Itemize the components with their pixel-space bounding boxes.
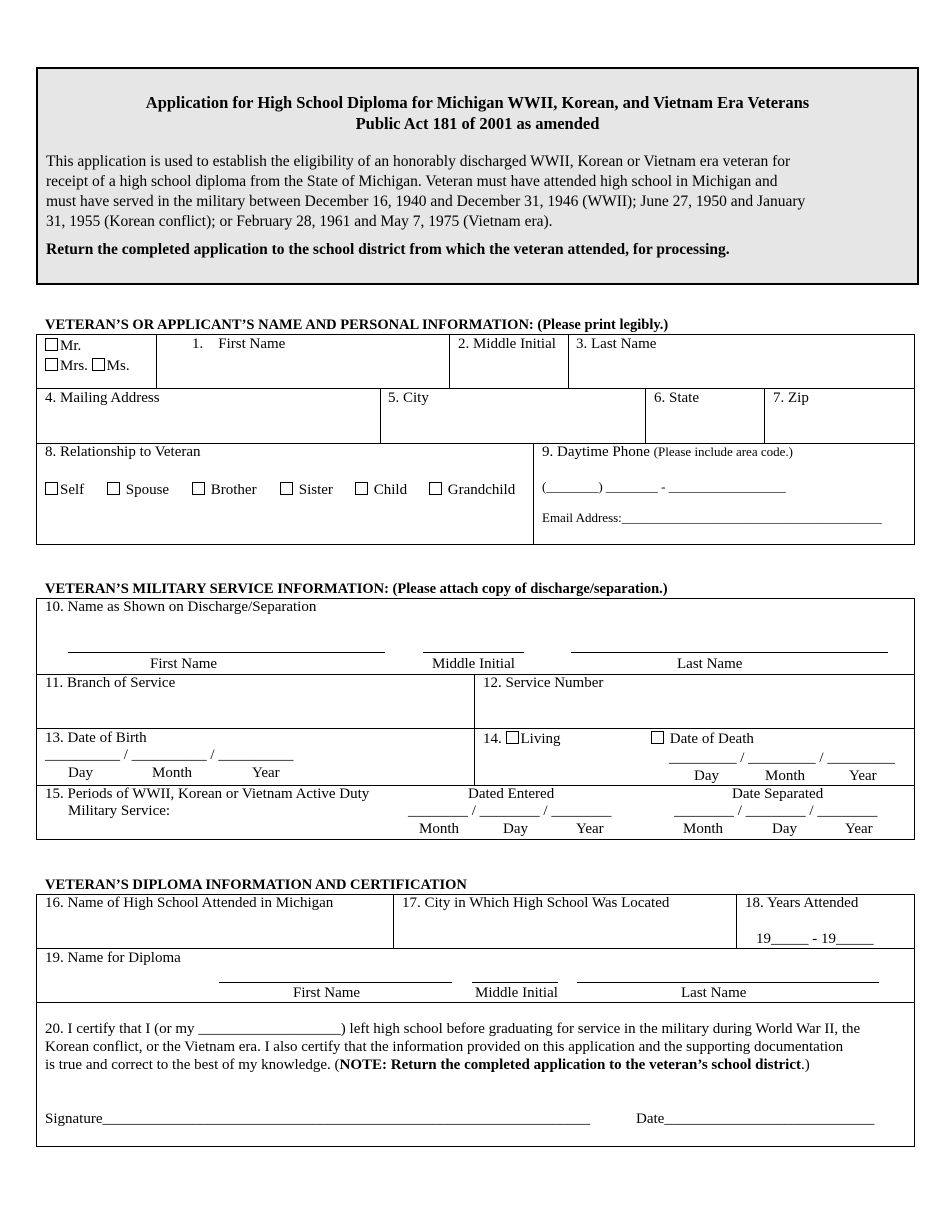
relationship-brother[interactable]: Brother xyxy=(192,482,257,499)
service-number-field[interactable]: 12. Service Number xyxy=(483,675,604,691)
personal-section-title: VETERAN’S OR APPLICANT’S NAME AND PERSONAL INFORMATION: (Please print legibly.) xyxy=(45,317,669,333)
signature-field[interactable]: Signature_________________________________________________________________ xyxy=(45,1111,590,1127)
discharge-name-label: 10. Name as Shown on Discharge/Separation xyxy=(45,599,317,615)
form-subtitle: Public Act 181 of 2001 as amended xyxy=(355,114,600,133)
discharge-last-name-caption: Last Name xyxy=(677,656,743,672)
checkbox-mrs[interactable] xyxy=(45,358,58,371)
date-separated-label: Date Separated xyxy=(732,786,824,802)
living-option[interactable]: 14. Living xyxy=(483,731,561,747)
certification-line1: 20. I certify that I (or my ___________________) left high school before graduating for service in the military during World War II, the xyxy=(45,1021,861,1037)
branch-of-service-field[interactable]: 11. Branch of Service xyxy=(45,675,176,691)
relationship-self[interactable]: Self xyxy=(45,482,84,499)
relationship-child[interactable]: Child xyxy=(355,482,407,499)
dob-day-caption: Day xyxy=(68,765,93,781)
years-attended-label: 18. Years Attended xyxy=(745,895,859,911)
dob-year-caption: Year xyxy=(252,765,280,781)
date-of-death-option[interactable]: Date of Death xyxy=(651,731,754,748)
email-field[interactable]: Email Address:________________________________________ xyxy=(542,510,882,525)
discharge-last-name-line[interactable] xyxy=(571,652,888,653)
daytime-phone-field[interactable]: (________) ________ - __________________ xyxy=(542,479,786,494)
header-box xyxy=(36,67,919,285)
diploma-middle-initial-caption: Middle Initial xyxy=(475,985,558,1001)
diploma-section-title: VETERAN’S DIPLOMA INFORMATION AND CERTIFICATION xyxy=(45,877,467,893)
relationship-spouse[interactable]: Spouse xyxy=(107,482,169,499)
dob-month-caption: Month xyxy=(152,765,193,781)
title-mr-option[interactable]: Mr. xyxy=(45,338,81,355)
dod-year-caption: Year xyxy=(849,768,877,784)
dod-month-caption: Month xyxy=(765,768,806,784)
high-school-name-field[interactable]: 16. Name of High School Attended in Michigan xyxy=(45,895,334,911)
years-attended-field[interactable]: 19_____ - 19_____ xyxy=(756,931,874,947)
diploma-last-name-line[interactable] xyxy=(577,982,879,983)
dated-entered-label: Dated Entered xyxy=(468,786,555,802)
separated-month-caption: Month xyxy=(683,821,724,837)
relationship-sister[interactable]: Sister xyxy=(280,482,333,499)
discharge-first-name-line[interactable] xyxy=(68,652,385,653)
discharge-middle-initial-caption: Middle Initial xyxy=(432,656,515,672)
separated-year-caption: Year xyxy=(845,821,873,837)
city-field[interactable]: 5. City xyxy=(388,390,429,406)
form-title: Application for High School Diploma for Michigan WWII, Korean, and Vietnam Era Veterans xyxy=(145,93,810,112)
military-section-title: VETERAN’S MILITARY SERVICE INFORMATION: (Please attach copy of discharge/separation.) xyxy=(45,581,668,597)
diploma-last-name-caption: Last Name xyxy=(681,985,747,1001)
diploma-first-name-line[interactable] xyxy=(219,982,452,983)
discharge-middle-initial-line[interactable] xyxy=(423,652,524,653)
middle-initial-field[interactable]: 2. Middle Initial xyxy=(458,336,556,352)
diploma-name-label: 19. Name for Diploma xyxy=(45,950,181,966)
date-of-birth-field[interactable]: __________ / __________ / __________ xyxy=(45,747,294,763)
periods-label-line2: Military Service: xyxy=(68,803,171,819)
checkbox-ms[interactable] xyxy=(92,358,105,371)
checkbox-grandchild[interactable] xyxy=(429,482,442,495)
zip-field[interactable]: 7. Zip xyxy=(773,390,809,406)
periods-label-line1: 15. Periods of WWII, Korean or Vietnam Active Duty xyxy=(45,786,370,802)
state-field[interactable]: 6. State xyxy=(654,390,699,406)
daytime-phone-label: 9. Daytime Phone (Please include area code.) xyxy=(542,444,793,460)
separated-day-caption: Day xyxy=(772,821,797,837)
discharge-first-name-caption: First Name xyxy=(150,656,218,672)
dated-entered-field[interactable]: ________ / ________ / ________ xyxy=(408,803,612,819)
checkbox-brother[interactable] xyxy=(192,482,205,495)
return-note: Return the completed application to the school district from which the veteran attended, for processing. xyxy=(46,241,730,258)
date-of-birth-label: 13. Date of Birth xyxy=(45,730,147,746)
checkbox-child[interactable] xyxy=(355,482,368,495)
entered-year-caption: Year xyxy=(576,821,604,837)
diploma-middle-initial-line[interactable] xyxy=(472,982,558,983)
entered-day-caption: Day xyxy=(503,821,528,837)
certification-line2: Korean conflict, or the Vietnam era. I also certify that the information provided on this application and the supporting documentation xyxy=(45,1039,844,1055)
date-separated-field[interactable]: ________ / ________ / ________ xyxy=(674,803,878,819)
entered-month-caption: Month xyxy=(419,821,460,837)
date-field[interactable]: Date____________________________ xyxy=(636,1111,875,1127)
high-school-city-field[interactable]: 17. City in Which High School Was Located xyxy=(402,895,670,911)
checkbox-self[interactable] xyxy=(45,482,58,495)
checkbox-sister[interactable] xyxy=(280,482,293,495)
title-mrs-ms-options: Mrs. Ms. xyxy=(45,358,130,375)
date-of-death-field[interactable]: _________ / _________ / _________ xyxy=(669,750,895,766)
intro-text: This application is used to establish the eligibility of an honorably discharged WWII, Korean or Vietnam era veteran for receipt of a high school diploma from the State of Michigan. Veteran must have attended high school in Michigan and must have served in the military between December 16, 1940 and December 31, 1946 (WWII); June 27, 1950 and January 31, 1955 (Korean conflict); or February 28, 1961 and May 7, 1975 (Vietnam era). xyxy=(46,153,806,230)
checkbox-living[interactable] xyxy=(506,731,519,744)
checkbox-date-of-death[interactable] xyxy=(651,731,664,744)
certification-line3: is true and correct to the best of my knowledge. (NOTE: Return the completed application to the veteran’s school district.) xyxy=(45,1057,810,1073)
relationship-grandchild[interactable]: Grandchild xyxy=(429,482,515,499)
checkbox-mr[interactable] xyxy=(45,338,58,351)
dod-day-caption: Day xyxy=(694,768,719,784)
checkbox-spouse[interactable] xyxy=(107,482,120,495)
last-name-field[interactable]: 3. Last Name xyxy=(576,336,657,352)
relationship-label: 8. Relationship to Veteran xyxy=(45,444,201,460)
diploma-first-name-caption: First Name xyxy=(293,985,361,1001)
mailing-address-field[interactable]: 4. Mailing Address xyxy=(45,390,160,406)
first-name-field[interactable]: 1. First Name xyxy=(192,336,286,352)
